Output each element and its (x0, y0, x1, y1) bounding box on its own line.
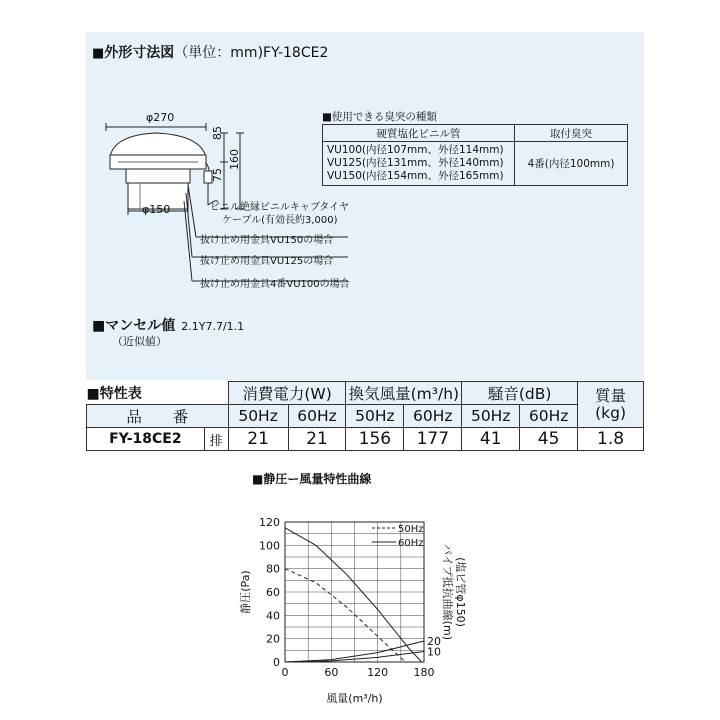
spec-hz: 60Hz (520, 405, 578, 428)
y-tick-label: 120 (259, 516, 280, 529)
y2-axis-sublabel: (塩ビ管φ150) (454, 557, 467, 627)
legend-label-60Hz: 60Hz (398, 538, 424, 549)
y-axis-label: 静圧(Pa) (239, 570, 252, 614)
spec-hz: 50Hz (228, 405, 288, 428)
x-tick-label: 0 (281, 666, 289, 679)
dim-height-75: 75 (211, 168, 224, 182)
callout-vu125: 抜け止め用金具VU125の場合 (200, 256, 334, 267)
spec-hz: 50Hz (346, 405, 404, 428)
spec-hz: 60Hz (288, 405, 346, 428)
spec-value: 41 (462, 428, 520, 451)
x-axis-label: 風量(m³/h) (326, 692, 383, 705)
munsell-heading: ■マンセル値 2.1Y7.7/1.1 (92, 318, 245, 334)
spec-value: 156 (346, 428, 404, 451)
callout-cable-2: ケーブル(有効長約3,000) (222, 215, 338, 226)
spec-group-power: 消費電力(W) (228, 382, 346, 405)
spec-mode: 排 (204, 428, 228, 451)
legend-label-50Hz: 50Hz (398, 524, 424, 535)
chimney-heading: ■使用できる臭突の種類 (322, 111, 437, 123)
spec-model: FY-18CE2 (87, 428, 205, 451)
dim-height-85: 85 (211, 126, 224, 140)
spec-table (86, 381, 644, 451)
y-tick-label: 100 (259, 539, 280, 553)
dimension-heading: ■外形寸法図（単位：mm)FY-18CE2 (92, 45, 329, 61)
y2-axis-label: パイプ抵抗曲線(m) (441, 544, 454, 640)
spec-value: 1.8 (578, 428, 644, 451)
spec-mass-header: 質量 (kg) (578, 382, 644, 428)
spec-group-noise: 騒音(dB) (462, 382, 578, 405)
chimney-pipes (323, 142, 515, 186)
y-tick-label: 0 (273, 656, 280, 669)
dim-diameter-bottom: φ150 (142, 203, 171, 216)
spec-value: 45 (520, 428, 578, 451)
spec-value: 21 (288, 428, 346, 451)
spec-value: 177 (404, 428, 462, 451)
pipe-vu125: VU125(内径131mm、外径140mm) (327, 157, 504, 169)
chimney-mount: 4番(内径100mm) (515, 142, 628, 186)
dim-diameter-top: φ270 (146, 111, 175, 124)
y-tick-label: 40 (266, 609, 280, 623)
chimney-table (322, 124, 628, 186)
x-tick-label: 180 (413, 666, 435, 679)
chimney-col-mount: 取付臭突 (515, 125, 628, 142)
chimney-col-pipe: 硬質塩化ビニル管 (323, 125, 515, 142)
munsell-note: （近似値） (112, 335, 167, 348)
y-tick-label: 60 (266, 586, 280, 599)
callout-vu150: 抜け止め用金具VU150の場合 (200, 235, 334, 246)
pq-chart (230, 510, 470, 710)
spec-heading: ■特性表 (87, 382, 229, 405)
pipe-vu150: VU150(内径154mm、外径165mm) (327, 170, 504, 182)
dim-height-160: 160 (228, 149, 241, 170)
callout-vu100: 抜け止め用金具4番VU100の場合 (200, 279, 350, 290)
y-tick-label: 80 (266, 562, 280, 576)
chart-title: ■静圧ー風量特性曲線 (252, 472, 372, 486)
spec-product-label: 品 番 (87, 405, 229, 428)
pipe-vu100: VU100(内径107mm、外径114mm) (327, 144, 504, 156)
x-tick-label: 120 (367, 666, 389, 679)
spec-group-airflow: 換気風量(m³/h) (346, 382, 462, 405)
callout-cable-1: ビニル絶縁ビニルキャブタイヤ (210, 202, 350, 213)
y-tick-label: 20 (266, 632, 280, 646)
pipe-label-10: 10 (427, 645, 441, 659)
spec-hz: 60Hz (404, 405, 462, 428)
x-tick-label: 60 (324, 666, 339, 679)
spec-hz: 50Hz (462, 405, 520, 428)
pipe-label-20: 20 (427, 635, 441, 648)
spec-value: 21 (228, 428, 288, 451)
